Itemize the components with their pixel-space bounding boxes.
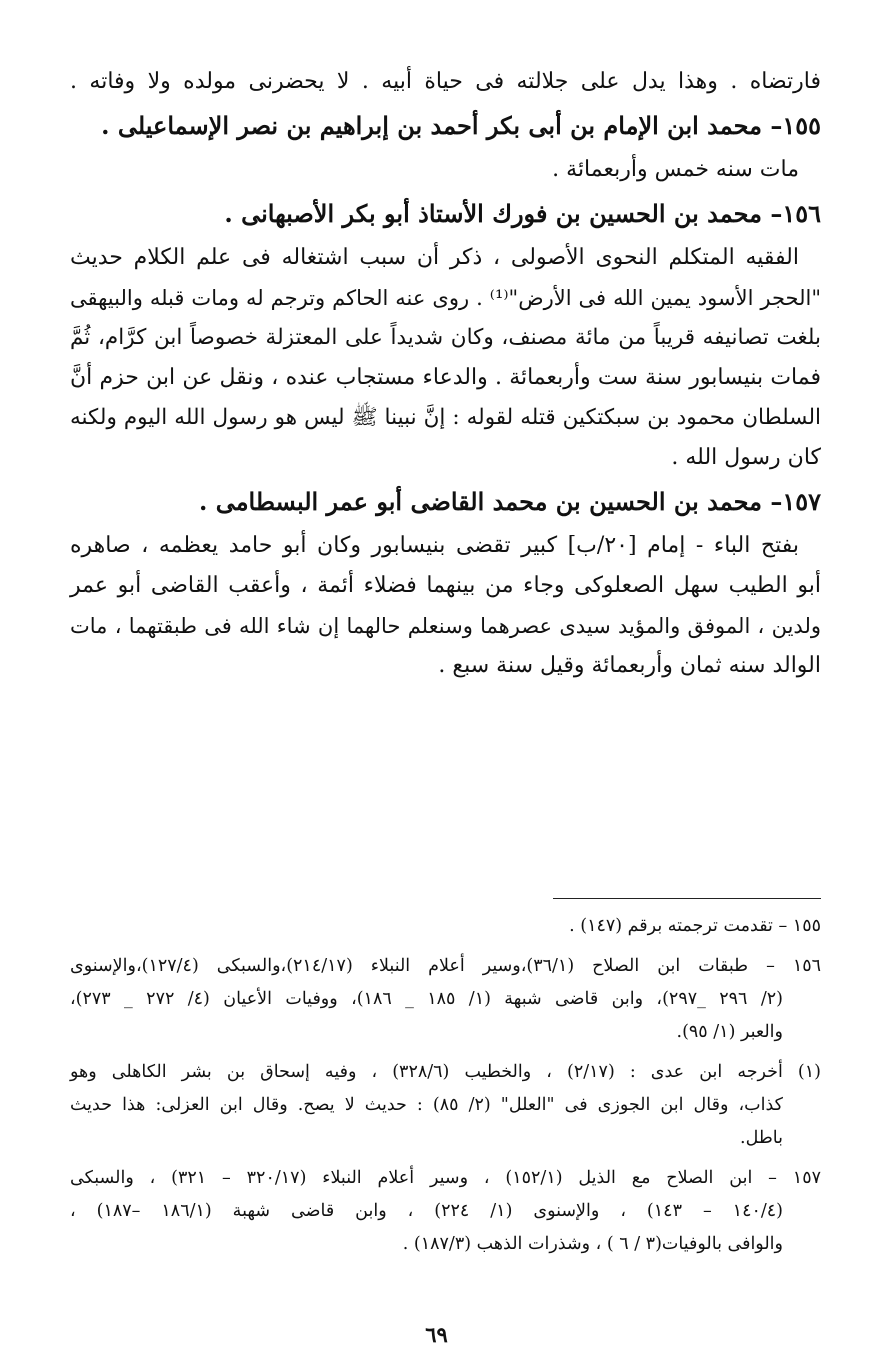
- footnote-line: (٢/ ٢٩٦ _٢٩٧)، وابن قاضى شبهة (١/ ١٨٥ _ ١٨٦)، ووفيات الأعيان (٤/ ٢٧٢ _ ٢٧٣)،: [70, 989, 783, 1009]
- text-line: بفتح الباء - إمام [٢٠/ب] كبير تقضى بنيسابور وكان أبو حامد يعظمه ، صاهره: [70, 533, 799, 558]
- text-line: مات سنه خمس وأربعمائة .: [552, 157, 799, 182]
- entry-heading-155: ١٥٥– محمد ابن الإمام بن أبى بكر أحمد بن إبراهيم بن نصر الإسماعيلى .: [101, 111, 821, 140]
- text-line: "الحجر الأسود يمين الله فى الأرض"⁽¹⁾ . روى عنه الحاكم وترجم له ومات قبله والبيهقى: [70, 286, 822, 310]
- footnote-line: باطل.: [740, 1128, 783, 1148]
- footnote-divider: [553, 898, 821, 899]
- footnote-line: والوافى بالوفيات(٣ / ٦ ) ، وشذرات الذهب (١٨٧/٣) .: [402, 1234, 783, 1254]
- entry-heading-156: ١٥٦– محمد بن الحسين بن فورك الأستاذ أبو بكر الأصبهانى .: [224, 199, 821, 228]
- footnote-line: ١٥٥ – تقدمت ترجمته برقم (١٤٧) .: [569, 916, 821, 936]
- page-number: ٦٩: [425, 1322, 448, 1347]
- text-line: ولدين ، الموفق والمؤيد سيدى عصرهما وسنعلم حالهما إن شاء الله فى طبقتهما ، مات: [70, 614, 821, 638]
- footnotes: [70, 910, 821, 1261]
- text-line: فمات بنيسابور سنة ست وأربعمائة . والدعاء مستجاب عنده ، ونقل عن ابن حزم أنَّ: [70, 365, 821, 390]
- footnote-line: والعبر (١/ ٩٥).: [676, 1022, 783, 1042]
- main-text: [70, 62, 821, 686]
- entry-heading-157: ١٥٧– محمد بن الحسين بن محمد القاضى أبو عمر البسطامى .: [198, 487, 821, 516]
- footnote-line: ١٥٦ – طبقات ابن الصلاح (٣٦/١)،وسير أعلام النبلاء (٢١٤/١٧)،والسبكى (١٢٧/٤)،والإسنوى: [70, 956, 822, 976]
- text-line: كان رسول الله .: [671, 445, 821, 470]
- text-line: الوالد سنه ثمان وأربعمائة وقيل سنة سبع .: [438, 653, 821, 678]
- footnote-line: ١٥٧ – ابن الصلاح مع الذيل (١٥٢/١) ، وسير أعلام النبلاء (٣٢٠/١٧ – ٣٢١) ، والسبكى: [70, 1168, 821, 1188]
- footnote-line: (١) أخرجه ابن عدى : (٢/١٧) ، والخطيب (٣٢٨/٦) ، وفيه إسحاق بن بشر الكاهلى وهو: [70, 1062, 821, 1082]
- text-line: أبو الطيب سهل الصعلوكى وجاء من بينهما فضلاء أئمة ، وأعقب القاضى أبو عمر: [70, 573, 821, 598]
- footnote-line: (١٤٠/٤ – ١٤٣) ، والإسنوى (١/ ٢٢٤) ، وابن قاضى شهبة (١٨٦/١ –١٨٧) ،: [70, 1201, 783, 1221]
- text-line: فارتضاه . وهذا يدل على جلالته فى حياة أبيه . لا يحضرنى مولده ولا وفاته .: [70, 69, 821, 94]
- footnote-line: كذاب، وقال ابن الجوزى فى "العلل" (٢/ ٨٥) : حديث لا يصح. وقال ابن العزلى: هذا حديث: [70, 1095, 783, 1115]
- text-line: الفقيه المتكلم النحوى الأصولى ، ذكر أن سبب اشتغاله فى علم الكلام حديث: [70, 245, 799, 270]
- text-line: السلطان محمود بن سبكتكين قتله لقوله : إنَّ نبينا ﷺ ليس هو رسول الله اليوم ولكنه: [70, 405, 821, 430]
- text-line: بلغت تصانيفه قريباً من مائة مصنف، وكان شديداً على المعتزلة خصوصاً ابن كرَّام، ثُمَّ: [70, 325, 821, 350]
